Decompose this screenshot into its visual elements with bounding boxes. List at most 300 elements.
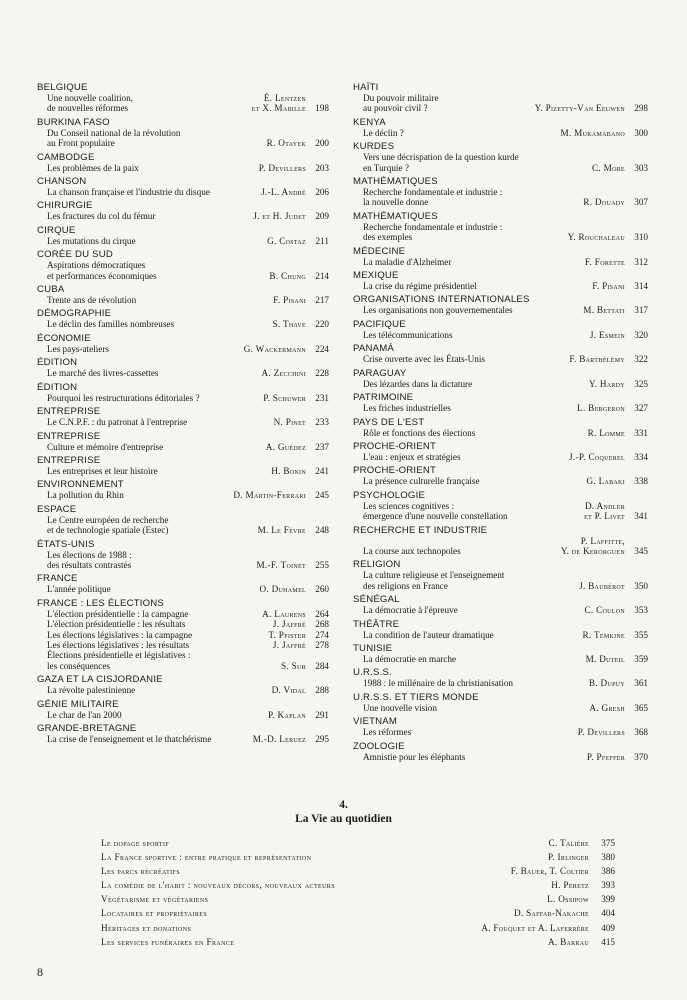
entry-author: A. Barrau — [547, 936, 589, 947]
entry-title: La crise de l'enseignement et le thatchérisme — [47, 734, 212, 744]
entry-page: 317 — [634, 305, 648, 316]
section-header — [0, 798, 687, 826]
entry-heading: ÉCONOMIE — [37, 332, 91, 344]
toc-entry — [353, 319, 648, 340]
entry-title: La culture religieuse et l'enseignement des religions en France — [363, 570, 505, 591]
entry-title: Aspirations démocratiques et performances économiques — [47, 260, 157, 281]
toc-entry — [37, 479, 329, 500]
toc-entry-row — [353, 128, 648, 138]
entry-title: Les friches industrielles — [363, 403, 451, 414]
entry-page: 322 — [634, 354, 648, 365]
toc-entry — [353, 643, 648, 664]
entry-author: F. Pisani — [592, 281, 625, 292]
toc-entry-row — [37, 393, 329, 403]
entry-author: G. Costaz — [267, 235, 306, 246]
entry-heading: CIRQUE — [37, 224, 76, 236]
toc-entry — [37, 699, 329, 720]
toc-entry — [353, 741, 648, 762]
entry-title: Le char de l'an 2000 — [47, 709, 122, 720]
entry-author: G. Labaki — [586, 476, 625, 487]
entry-author: A. Gresh — [589, 702, 625, 713]
entry-page: 228 — [315, 368, 329, 379]
entry-heading: ENVIRONNEMENT — [37, 479, 124, 491]
entry-author: R. Lomme — [587, 427, 625, 438]
entry-author: P. Laffitte, Y. de Kerorguen — [560, 535, 625, 556]
toc-entry-row — [353, 630, 648, 640]
toc-entry-row — [37, 236, 329, 246]
entry-heading: MEXIQUE — [353, 270, 399, 282]
toc-entry-row — [353, 536, 648, 557]
entry-heading: THÉÂTRE — [353, 618, 400, 630]
entry-author: H. Bonin — [271, 465, 306, 476]
entry-title: Locataires et propriétaires — [101, 908, 208, 919]
toc-entry — [353, 141, 648, 173]
entry-page: 291 — [315, 709, 329, 720]
entry-page: 237 — [315, 441, 329, 452]
toc-entry — [37, 225, 329, 246]
entry-title: La crise du régime présidentiel — [363, 281, 477, 292]
entry-title: Les élections législatives : les résultats — [47, 639, 190, 650]
toc-entry — [37, 82, 329, 114]
entry-author: R. Temkine — [582, 629, 625, 640]
entry-author: F. Pisani — [273, 295, 306, 306]
entry-page: 341 — [634, 511, 648, 522]
entry-page: 399 — [601, 894, 615, 905]
entry-author: F. Barthélémy — [569, 354, 625, 365]
entry-page: 264 — [315, 608, 329, 619]
entry-title: Le dopage sportif — [101, 838, 170, 848]
entry-title: L'eau : enjeux et stratégies — [363, 451, 461, 462]
quotidien-entry — [101, 878, 615, 892]
entry-author: É. Lentzen et X. Mabille — [251, 93, 306, 114]
toc-entry-row — [353, 222, 648, 243]
entry-author: D. Andler et P. Livet — [584, 500, 625, 522]
entry-title: L'élection présidentielle : la campagne — [47, 608, 189, 619]
toc-entry-row — [353, 354, 648, 364]
toc-entry — [353, 716, 648, 737]
entry-author: A. Fouquet et A. Laferrère — [481, 922, 589, 933]
entry-title: La pollution du Rhin — [47, 490, 124, 501]
entry-heading: GRANDE-BRETAGNE — [37, 723, 137, 734]
entry-page: 409 — [601, 922, 615, 933]
entry-page: 370 — [634, 751, 648, 762]
entry-author: R. Otayek — [266, 138, 306, 149]
toc-entry-row — [37, 515, 329, 536]
entry-author: J.-P. Coquerel — [569, 451, 625, 462]
entry-page: 214 — [315, 270, 329, 281]
entry-author: G. Wackermann — [243, 343, 306, 354]
entry-page: 209 — [315, 211, 329, 222]
entry-title: La comédie de l'habit : nouveaux décors, nouveaux acteurs — [101, 880, 335, 891]
toc-entry-row — [37, 619, 329, 629]
entry-title: Les parcs récréatifs — [101, 866, 181, 877]
toc-entry — [37, 284, 329, 305]
entry-page: 224 — [315, 343, 329, 354]
toc-entry-row — [353, 379, 648, 389]
entry-page: 365 — [634, 702, 648, 713]
entry-author: C. Talière — [548, 838, 589, 848]
toc-entry-row — [353, 257, 648, 267]
entry-heading: RECHERCHE ET INDUSTRIE — [353, 524, 488, 536]
entry-heading: CUBA — [37, 284, 65, 296]
quotidien-entry — [101, 836, 615, 850]
entry-heading: TUNISIE — [353, 642, 393, 654]
quotidien-entry — [101, 892, 615, 906]
entry-title: Le déclin ? — [363, 127, 404, 138]
entry-title: Amnistie pour les éléphants — [363, 751, 466, 762]
entry-page: 334 — [634, 451, 648, 462]
toc-entry-row — [37, 417, 329, 427]
entry-author: F. Forette — [584, 256, 625, 267]
section-title: La Vie au quotidien — [295, 813, 392, 825]
toc-entry-row — [37, 368, 329, 378]
entry-page: 198 — [315, 103, 329, 114]
toc-entry — [37, 723, 329, 744]
toc-entry — [353, 692, 648, 713]
toc-entry — [37, 200, 329, 221]
entry-page: 320 — [634, 329, 648, 340]
entry-heading: ORGANISATIONS INTERNATIONALES — [353, 294, 530, 306]
toc-entry-row — [37, 344, 329, 354]
toc-entry-row — [353, 187, 648, 208]
entry-title: Rôle et fonctions des élections — [363, 427, 476, 438]
entry-title: La révolte palestinienne — [47, 685, 136, 696]
toc-entry — [353, 270, 648, 291]
toc-entry-row — [37, 260, 329, 281]
entry-heading: BURKINA FASO — [37, 116, 110, 128]
entry-heading: MATHÉMATIQUES — [353, 210, 438, 222]
entry-heading: GÉNIE MILITAIRE — [37, 698, 119, 710]
toc-entry-row — [353, 570, 648, 591]
entry-author: A. Zecchini — [261, 368, 306, 379]
toc-entry — [353, 392, 648, 413]
entry-author: T. Pfister — [268, 629, 306, 640]
toc-entry-row — [37, 211, 329, 221]
entry-title: Les élections de 1988 : des résultats contrastés — [47, 549, 132, 570]
quotidien-entry — [101, 935, 615, 949]
toc-entry — [353, 417, 648, 438]
entry-author: R. Douady — [583, 197, 625, 208]
entry-author: J.-L. André — [261, 187, 306, 198]
toc-entry — [353, 525, 648, 557]
toc-entry-row — [353, 152, 648, 173]
entry-heading: FRANCE : LES ÉLECTIONS — [37, 597, 165, 609]
entry-author: Y. Rouchaleau — [567, 232, 625, 243]
toc-entry — [37, 455, 329, 476]
toc-entry — [353, 594, 648, 615]
entry-heading: HAÏTI — [353, 82, 379, 93]
toc-entry-row — [353, 703, 648, 713]
entry-title: Les télécommunications — [363, 329, 453, 340]
entry-page: 404 — [601, 908, 615, 919]
entry-author: J. et H. Judet — [253, 211, 306, 222]
entry-author: S. Thave — [272, 319, 306, 330]
toc-entry-row — [37, 734, 329, 744]
entry-author: J. Jaffré — [272, 639, 306, 650]
toc-entry — [37, 357, 329, 378]
entry-author: B. Chung — [269, 270, 306, 281]
toc-entry-row — [37, 630, 329, 640]
entry-author: J. Jaffré — [272, 619, 306, 630]
entry-author: M.-D. Leruez — [252, 734, 306, 744]
entry-page: 284 — [315, 660, 329, 671]
entry-page: 350 — [634, 580, 648, 591]
entry-title: Élections présidentielle et législatives : les conséquences — [47, 650, 191, 671]
entry-page: 217 — [315, 295, 329, 306]
toc-entry — [37, 308, 329, 329]
toc-entry — [37, 598, 329, 671]
entry-page: 338 — [634, 476, 648, 487]
entry-page: 310 — [634, 232, 648, 243]
toc-entry-row — [37, 163, 329, 173]
entry-page: 203 — [315, 162, 329, 173]
entry-title: 1988 : le millénaire de la christianisation — [363, 678, 514, 689]
entry-title: Les mutations du cirque — [47, 235, 136, 246]
entry-page: 345 — [634, 545, 648, 556]
toc-entry-row — [353, 654, 648, 664]
entry-title: Des lézardes dans la dictature — [363, 378, 473, 389]
entry-heading: PATRIMOINE — [353, 392, 414, 404]
toc-entry — [353, 117, 648, 138]
entry-author: J. Baubérot — [579, 580, 625, 591]
toc-entry-row — [353, 428, 648, 438]
toc-entry — [353, 343, 648, 364]
entry-page: 231 — [315, 392, 329, 403]
entry-page: 220 — [315, 319, 329, 330]
toc-entry — [353, 490, 648, 522]
entry-title: Du pouvoir militaire au pouvoir civil ? — [363, 93, 439, 114]
toc-entry — [353, 368, 648, 389]
toc-entry-row — [37, 584, 329, 594]
toc-entry — [37, 431, 329, 452]
entry-page: 303 — [634, 162, 648, 173]
entry-page: 331 — [634, 427, 648, 438]
entry-heading: MATHÉMATIQUES — [353, 176, 438, 188]
entry-author: D. Saffar-Nakache — [513, 908, 589, 919]
toc-entry-row — [353, 476, 648, 486]
entry-author: M. Mukamabano — [560, 127, 625, 138]
entry-page: 355 — [634, 629, 648, 640]
entry-page: 211 — [315, 235, 329, 246]
toc-entry-row — [37, 128, 329, 149]
entry-page: 241 — [315, 465, 329, 476]
entry-page: 288 — [315, 685, 329, 696]
toc-entry — [353, 667, 648, 688]
toc-entry-row — [37, 490, 329, 500]
toc-entry-row — [37, 685, 329, 695]
entry-title: Le Centre européen de recherche et de technologie spatiale (Estec) — [47, 514, 169, 536]
toc-entry — [37, 249, 329, 281]
entry-page: 368 — [634, 727, 648, 738]
entry-heading: KURDES — [353, 141, 395, 153]
entry-author: S. Sur — [281, 660, 306, 671]
toc-entry — [37, 504, 329, 536]
quotidien-entry — [101, 921, 615, 935]
entry-title: Une nouvelle vision — [363, 702, 437, 713]
entry-title: Culture et mémoire d'entreprise — [47, 441, 164, 452]
entry-page: 206 — [315, 187, 329, 198]
toc-entry-row — [353, 93, 648, 114]
entry-page: 361 — [634, 678, 648, 689]
entry-page: 268 — [315, 619, 329, 630]
section-4-list — [101, 836, 615, 949]
entry-page: 415 — [601, 936, 615, 947]
toc-entry — [37, 117, 329, 149]
entry-title: Les entreprises et leur histoire — [47, 465, 158, 476]
entry-heading: U.R.S.S. ET TIERS MONDE — [353, 691, 479, 703]
entry-title: Les organisations non gouvernementales — [363, 305, 513, 316]
entry-heading: GAZA ET LA CISJORDANIE — [37, 674, 163, 686]
entry-author: L. Ossipow — [547, 894, 589, 905]
entry-author: Y. Pizetty-Van Eeuwen — [534, 103, 625, 114]
entry-author: P. Irlinger — [547, 852, 589, 863]
entry-author: P. Schuwer — [263, 392, 306, 403]
toc-entry — [353, 441, 648, 462]
entry-title: Vers une décrispation de la question kurde en Turquie ? — [363, 152, 519, 173]
entry-page: 359 — [634, 653, 648, 664]
entry-author: D. Vidal — [271, 685, 306, 696]
entry-page: 255 — [315, 559, 329, 570]
toc-entry-row — [353, 330, 648, 340]
entry-title: Les élections législatives : la campagne — [47, 629, 193, 640]
entry-page: 298 — [634, 103, 648, 114]
entry-page: 278 — [315, 639, 329, 650]
entry-heading: CHIRURGIE — [37, 200, 93, 212]
entry-author: B. Dupuy — [588, 678, 625, 689]
entry-title: La maladie d'Alzheimer — [363, 256, 452, 267]
toc-entry-row — [353, 305, 648, 315]
toc-entry-row — [353, 452, 648, 462]
entry-page: 248 — [315, 525, 329, 536]
entry-title: Les pays-ateliers — [47, 343, 109, 354]
toc-entry — [37, 382, 329, 403]
entry-heading: PROCHE-ORIENT — [353, 440, 437, 452]
entry-page: 274 — [315, 629, 329, 640]
entry-heading: PROCHE-ORIENT — [353, 465, 437, 477]
entry-title: Pourquoi les restructurations éditoriales ? — [47, 392, 200, 403]
quotidien-entry — [101, 906, 615, 920]
toc-entry-row — [37, 442, 329, 452]
entry-author: N. Pinet — [273, 417, 306, 428]
toc-entry-row — [37, 710, 329, 720]
entry-heading: CORÉE DU SUD — [37, 249, 113, 261]
toc-entry — [37, 152, 329, 173]
entry-heading: ÉDITION — [37, 381, 78, 393]
entry-author: P. Kaplan — [267, 709, 306, 720]
entry-author: P. Devillers — [258, 162, 306, 173]
page-number: 8 — [37, 965, 43, 979]
entry-author: M. Duteil — [585, 653, 625, 664]
toc-entry-row — [353, 281, 648, 291]
entry-heading: PSYCHOLOGIE — [353, 489, 426, 501]
entry-page: 233 — [315, 417, 329, 428]
toc-entry — [353, 82, 648, 114]
entry-title: Le déclin des familles nombreuses — [47, 319, 175, 330]
entry-heading: ÉDITION — [37, 357, 78, 369]
toc-entry — [353, 176, 648, 208]
toc-entry-row — [353, 403, 648, 413]
entry-heading: U.R.S.S. — [353, 667, 392, 679]
toc-entry-row — [37, 466, 329, 476]
entry-page: 245 — [315, 490, 329, 501]
toc-entry — [37, 176, 329, 197]
toc-entry-row — [353, 752, 648, 762]
entry-page: 295 — [315, 734, 329, 744]
entry-page: 375 — [601, 838, 615, 848]
entry-heading: ZOOLOGIE — [353, 740, 405, 752]
toc-entry-row — [37, 609, 329, 619]
quotidien-entry — [101, 864, 615, 878]
toc-entry-row — [353, 727, 648, 737]
toc-entry — [37, 573, 329, 594]
entry-author: C. More — [592, 162, 625, 173]
entry-author: A. Laurens — [262, 608, 306, 619]
entry-page: 260 — [315, 584, 329, 595]
entry-title: Une nouvelle coalition, de nouvelles réformes — [47, 93, 133, 114]
entry-author: D. Martin-Ferrari — [233, 490, 306, 501]
entry-page: 353 — [634, 605, 648, 616]
toc-entry — [353, 246, 648, 267]
entry-page: 314 — [634, 281, 648, 292]
entry-title: Le marché des livres-cassettes — [47, 368, 159, 379]
entry-page: 380 — [601, 852, 615, 863]
entry-author: M. Le Fèvre — [257, 525, 306, 536]
entry-heading: KENYA — [353, 116, 386, 128]
toc-right-column — [353, 82, 648, 765]
toc-entry — [37, 674, 329, 695]
section-number: 4. — [339, 799, 348, 811]
entry-title: Du Conseil national de la révolution au Front populaire — [47, 127, 181, 149]
entry-heading: ESPACE — [37, 503, 77, 515]
entry-heading: SÉNÉGAL — [353, 594, 400, 606]
entry-heading: MÉDECINE — [353, 245, 406, 257]
entry-author: C. Coulon — [584, 605, 625, 616]
entry-heading: ENTREPRISE — [37, 454, 101, 466]
entry-author: J. Esmein — [589, 329, 625, 340]
entry-title: Les réformes — [363, 727, 412, 738]
entry-title: L'élection présidentielle : les résultats — [47, 619, 186, 630]
entry-author: M. Bettati — [583, 305, 625, 316]
entry-title: L'année politique — [47, 584, 111, 595]
entry-heading: ÉTATS-UNIS — [37, 538, 95, 550]
toc-entry-row — [37, 640, 329, 650]
toc-entry — [37, 333, 329, 354]
toc-left-column — [37, 82, 329, 747]
entry-heading: PAYS DE L'EST — [353, 416, 425, 428]
entry-title: Recherche fondamentale et industrie : la nouvelle donne — [363, 187, 503, 208]
entry-author: H. Peretz — [551, 880, 589, 891]
toc-entry — [353, 211, 648, 243]
quotidien-entry — [101, 850, 615, 864]
entry-title: La démocratie en marche — [363, 653, 457, 664]
entry-title: Végétarisme et végétariens — [101, 894, 209, 905]
entry-title: Les fractures du col du fémur — [47, 211, 156, 222]
toc-entry — [37, 406, 329, 427]
toc-entry-row — [37, 650, 329, 671]
entry-title: La France sportive : entre pratique et représentation — [101, 852, 312, 863]
entry-page: 307 — [634, 197, 648, 208]
entry-title: La condition de l'auteur dramatique — [363, 629, 494, 640]
entry-title: Crise ouverte avec les États-Unis — [363, 354, 485, 365]
entry-page: 386 — [601, 866, 615, 877]
entry-title: Recherche fondamentale et industrie : des exemples — [363, 221, 503, 243]
entry-title: La chanson française et l'industrie du disque — [47, 187, 210, 198]
entry-title: Les sciences cognitives : émergence d'une nouvelle constellation — [363, 500, 508, 522]
entry-heading: DÉMOGRAPHIE — [37, 308, 112, 320]
entry-author: P. Devillers — [577, 727, 625, 738]
toc-entry-row — [37, 550, 329, 571]
toc-entry-row — [37, 187, 329, 197]
